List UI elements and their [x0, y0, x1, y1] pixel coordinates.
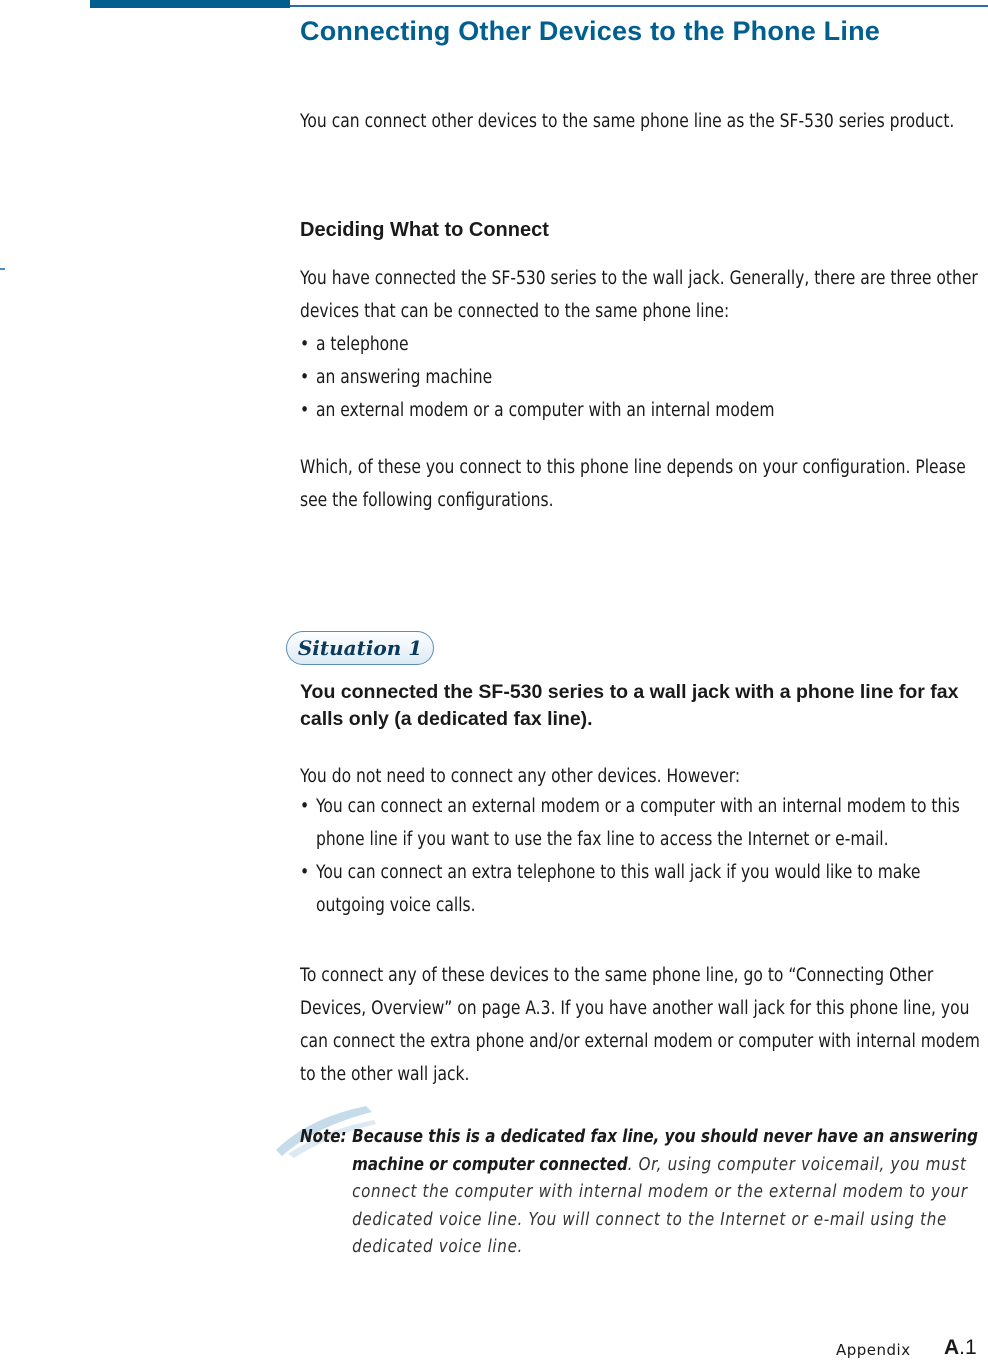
- list-item: • an answering machine: [300, 361, 988, 394]
- list-item: • a telephone: [300, 328, 988, 361]
- note-paragraph: [300, 1123, 980, 1261]
- situation-badge: [286, 631, 434, 665]
- situation-badge-label: Situation 1: [297, 636, 423, 660]
- margin-mark: [0, 268, 5, 270]
- note-emphasis: Because this is a dedicated fax line, you should never have an answering machine or computer connected: [352, 1126, 978, 1175]
- situation-closing-paragraph: To connect any of these devices to the same phone line, go to “Connecting Other Devices, Overview” on page A.3. If you have another wall jack for this phone line, you can connect the extra phone and/or external modem or computer with internal modem to the other wall jack.: [300, 965, 980, 1085]
- page-title: Connecting Other Devices to the Phone Line: [300, 16, 880, 46]
- header-rule: [290, 5, 988, 7]
- page-number-letter: A: [944, 1336, 960, 1359]
- device-list: [300, 328, 988, 427]
- situation-heading: You connected the SF-530 series to a wall jack with a phone line for fax calls only (a dedicated fax line).: [300, 681, 959, 730]
- section-heading-deciding: Deciding What to Connect: [300, 219, 549, 241]
- list-item: • You can connect an extra telephone to this wall jack if you would like to make outgoing voice calls.: [300, 856, 988, 922]
- note-text: . Or, using computer voicemail, you must connect the computer with internal modem or the external modem to your dedicated voice line. You will connect to the Internet or e-mail using the dedicated voice line.: [352, 1153, 968, 1257]
- note-body: [300, 1123, 980, 1261]
- deciding-closing-paragraph: Which, of these you connect to this phone line depends on your configuration. Please see the following configurations.: [300, 457, 966, 511]
- header-accent-bar: [90, 0, 290, 8]
- situation-lead-paragraph: You do not need to connect any other devices. However:: [300, 766, 741, 787]
- deciding-lead-paragraph: You have connected the SF-530 series to the wall jack. Generally, there are three other devices that can be connected to the same phone line:: [300, 268, 978, 322]
- page-number-digit: .1: [959, 1336, 977, 1359]
- list-item: • an external modem or a computer with an internal modem: [300, 394, 988, 427]
- situation-options-list: [300, 790, 988, 922]
- footer-section-label: Appendix: [836, 1341, 911, 1359]
- list-item: • You can connect an external modem or a computer with an internal modem to this phone line if you want to use the fax line to access the Internet or e-mail.: [300, 790, 988, 856]
- intro-paragraph: You can connect other devices to the same phone line as the SF-530 series product.: [300, 111, 955, 132]
- page-number: [944, 1336, 977, 1360]
- note-label: Note:: [300, 1126, 347, 1147]
